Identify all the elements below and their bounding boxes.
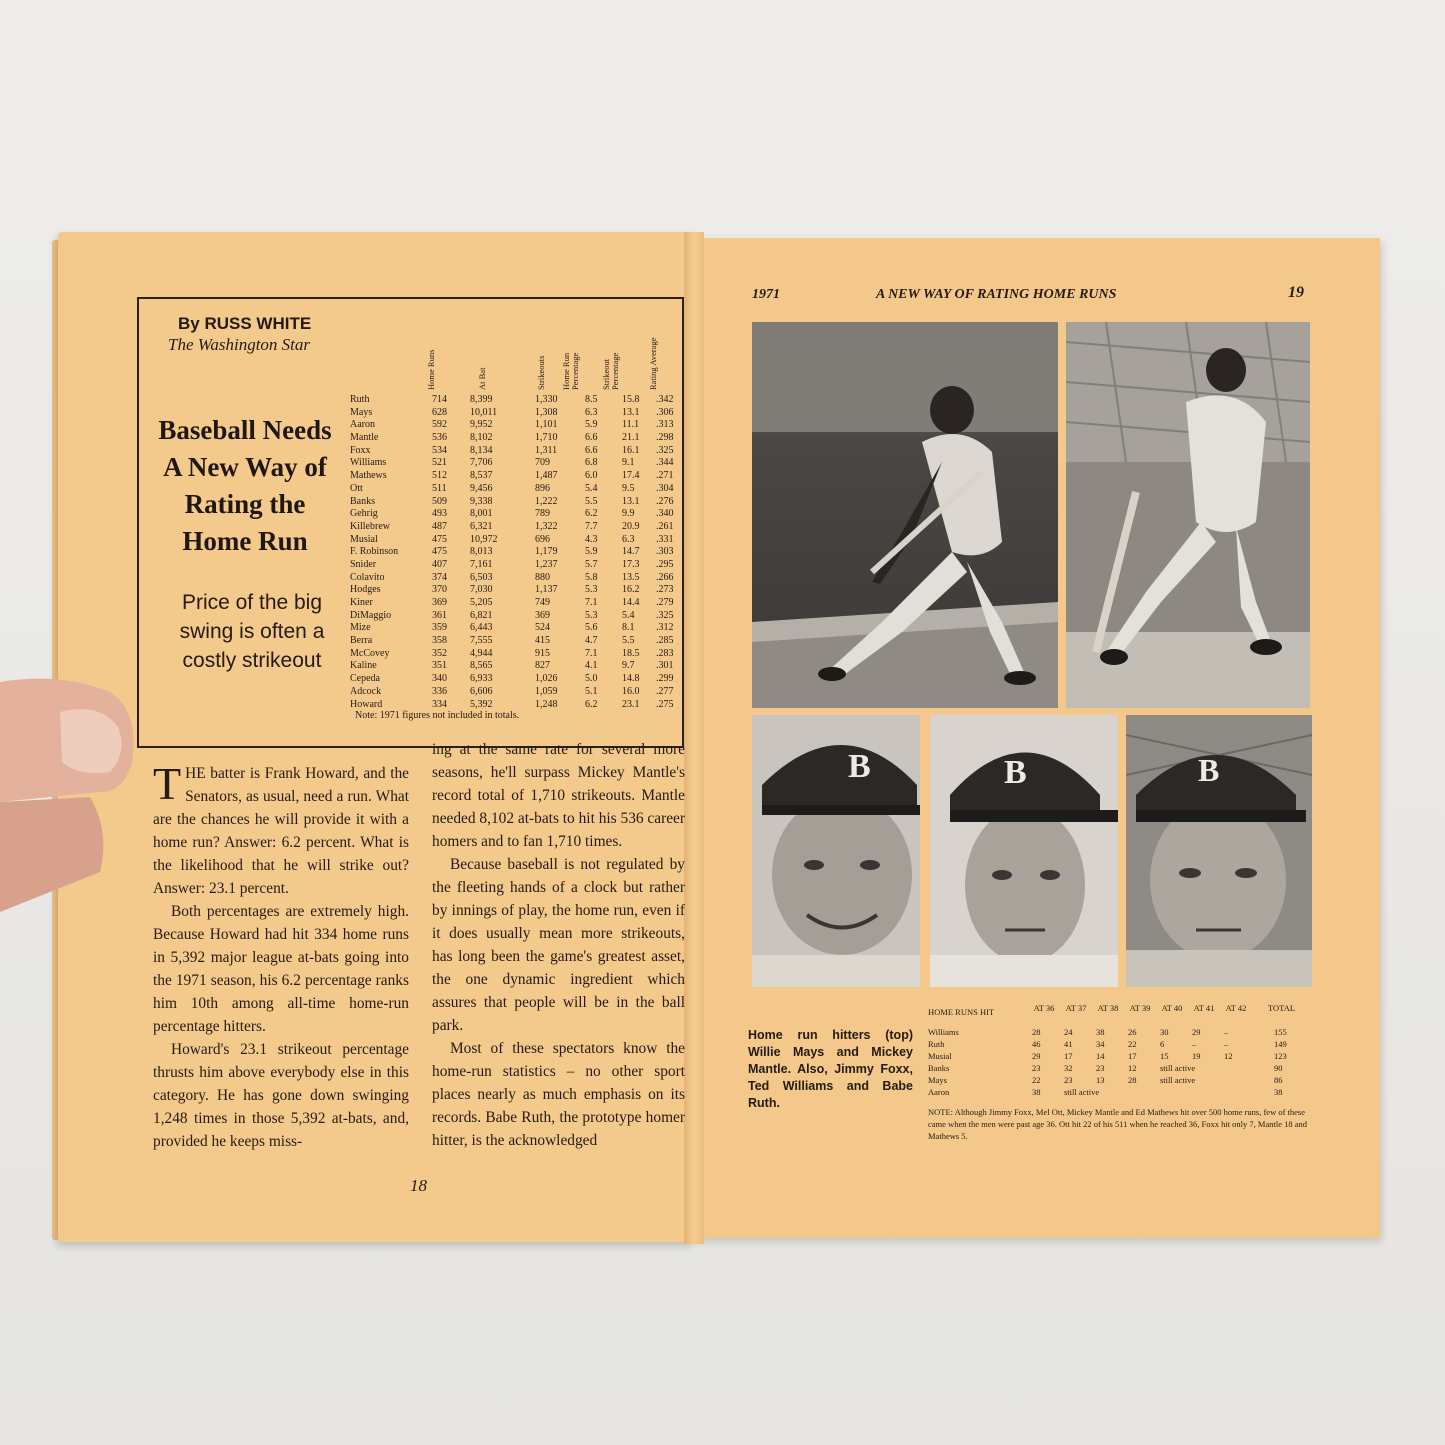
table-cell: 370 xyxy=(432,584,447,596)
table-cell: 521 xyxy=(432,457,447,469)
hr-table-cell: 12 xyxy=(1128,1063,1137,1073)
table-cell: 334 xyxy=(432,698,447,710)
hr-table-cell: 15 xyxy=(1160,1051,1169,1061)
table-cell: 5.0 xyxy=(585,673,598,685)
table-cell: 6,606 xyxy=(470,685,493,697)
hr-table-header: AT 41 xyxy=(1193,1003,1215,1013)
table-cell: 7,706 xyxy=(470,457,493,469)
headline-line: Rating the xyxy=(184,489,306,519)
table-cell: 8.1 xyxy=(622,622,635,634)
player-name: F. Robinson xyxy=(350,546,399,558)
table-cell: 5.9 xyxy=(585,419,598,431)
table-cell: 511 xyxy=(432,482,447,494)
table-cell: 16.0 xyxy=(622,685,640,697)
player-name: DiMaggio xyxy=(350,609,392,621)
stats-table xyxy=(350,394,680,711)
table-cell: 415 xyxy=(535,635,550,647)
table-cell: .295 xyxy=(656,558,674,570)
player-name: Colavito xyxy=(350,571,385,583)
table-cell: 8,134 xyxy=(470,444,493,456)
hr-table-cell: 30 xyxy=(1160,1027,1169,1037)
table-cell: 8,001 xyxy=(470,508,493,520)
hr-table-cell: 26 xyxy=(1128,1027,1137,1037)
table-cell: 10,972 xyxy=(470,533,498,545)
headline-line: Baseball Needs xyxy=(158,415,332,445)
table-cell: .304 xyxy=(656,482,674,494)
table-cell: 1,710 xyxy=(535,432,558,444)
hr-table-header: AT 38 xyxy=(1097,1003,1119,1013)
hr-table-header: AT 36 xyxy=(1033,1003,1055,1013)
table-cell: 5.4 xyxy=(622,609,635,621)
table-cell: .261 xyxy=(656,520,674,532)
hr-table-cell: 6 xyxy=(1160,1039,1165,1049)
table-cell: .283 xyxy=(656,647,674,659)
photo-portrait-ruth xyxy=(1126,715,1312,987)
table-cell: .271 xyxy=(656,470,674,482)
hr-table-cell: 38 xyxy=(1032,1087,1041,1097)
table-cell: 20.9 xyxy=(622,520,640,532)
table-row xyxy=(350,394,680,407)
hr-table-title: HOME RUNS HIT xyxy=(928,1007,995,1017)
dek-line: swing is often a xyxy=(179,620,325,643)
photo-portrait-foxx xyxy=(752,715,920,987)
table-cell: 369 xyxy=(432,597,447,608)
player-name: McCovey xyxy=(350,647,390,659)
table-cell: 17.4 xyxy=(622,470,640,482)
hr-table-cell: 34 xyxy=(1096,1039,1105,1049)
svg-text:B: B xyxy=(1004,754,1027,791)
table-cell: 4,944 xyxy=(470,647,493,659)
svg-text:B: B xyxy=(848,748,871,785)
table-cell: 359 xyxy=(432,622,447,634)
column-header: Rating Average xyxy=(648,337,658,390)
player-name: Snider xyxy=(350,558,377,570)
table-cell: 1,308 xyxy=(535,406,558,418)
photo-portrait-williams xyxy=(930,715,1118,987)
hr-table-player: Banks xyxy=(928,1063,950,1073)
headline-line: Home Run xyxy=(182,526,308,556)
hr-table-header: AT 40 xyxy=(1161,1003,1183,1013)
byline: By RUSS WHITE xyxy=(178,314,312,333)
hr-table-cell: 22 xyxy=(1128,1039,1137,1049)
table-cell: 13.5 xyxy=(622,571,640,583)
table-cell: .276 xyxy=(656,495,674,507)
player-name: Musial xyxy=(350,533,378,545)
table-cell: 509 xyxy=(432,495,447,507)
table-cell: 6,821 xyxy=(470,609,493,621)
table-cell: 5,392 xyxy=(470,698,493,710)
running-head-year: 1971 xyxy=(752,287,780,302)
column-header: At Bat xyxy=(477,367,487,390)
table-cell: 7,555 xyxy=(470,635,493,647)
hr-table-player: Mays xyxy=(928,1075,947,1085)
table-cell: 9.5 xyxy=(622,482,635,494)
hr-table-cell: 38 xyxy=(1274,1087,1283,1097)
table-footnote: NOTE: Although Jimmy Foxx, Mel Ott, Mickey Mantle and Ed Mathews hit over 500 home runs, few of these came when the men were past age 36. Ott hit 22 of his 511 when he reached 36, Foxx hit only 7, Mantle 18 and Mathews 5. xyxy=(928,1107,1308,1141)
table-cell: 1,059 xyxy=(535,685,558,697)
table-cell: 16.2 xyxy=(622,584,640,596)
player-name: Mantle xyxy=(350,432,379,444)
svg-text:B: B xyxy=(1198,752,1220,788)
hr-table-header: AT 42 xyxy=(1225,1003,1247,1013)
table-cell: 5.3 xyxy=(585,584,598,596)
table-cell: 7.1 xyxy=(585,597,598,608)
table-cell: 5.3 xyxy=(585,609,598,621)
player-name: Cepeda xyxy=(350,673,380,685)
table-cell: 5.5 xyxy=(585,495,598,507)
hr-table-cell: 19 xyxy=(1192,1051,1201,1061)
table-cell: 6.6 xyxy=(585,444,598,456)
table-cell: 18.5 xyxy=(622,647,640,659)
table-cell: 7.7 xyxy=(585,520,598,532)
table-cell: 358 xyxy=(432,635,447,647)
table-cell: 7.1 xyxy=(585,647,598,659)
table-cell: .312 xyxy=(656,622,674,634)
table-cell: 1,222 xyxy=(535,495,558,507)
table-cell: 9.1 xyxy=(622,457,635,469)
publication: The Washington Star xyxy=(168,335,311,354)
table-cell: 1,322 xyxy=(535,520,558,532)
paragraph: Howard's 23.1 strikeout percentage thrusts him above everybody else in this category. He has gone down swinging 1,248 times in those 5,392 at-bats, and, provided he keeps miss- xyxy=(153,1041,409,1150)
table-cell: 17.3 xyxy=(622,558,640,570)
hr-table-cell: still active xyxy=(1064,1087,1100,1097)
hr-table-cell: 14 xyxy=(1096,1051,1105,1061)
table-cell: 8.5 xyxy=(585,394,598,405)
table-cell: 6.8 xyxy=(585,457,598,469)
table-cell: 14.4 xyxy=(622,597,640,608)
hr-table-cell: 123 xyxy=(1274,1051,1287,1061)
hr-table-header: TOTAL xyxy=(1268,1003,1296,1013)
player-name: Mize xyxy=(350,622,371,634)
table-cell: 534 xyxy=(432,444,447,456)
hr-table-cell: 13 xyxy=(1096,1075,1105,1085)
table-cell: 475 xyxy=(432,533,447,545)
table-cell: 15.8 xyxy=(622,394,640,405)
table-row xyxy=(350,457,680,470)
table-cell: 709 xyxy=(535,457,550,469)
hr-table-cell: 155 xyxy=(1274,1027,1287,1037)
hand-holding-book xyxy=(0,672,140,912)
table-cell: .306 xyxy=(656,406,674,418)
table-cell: 23.1 xyxy=(622,698,640,710)
hr-table-cell: 17 xyxy=(1064,1051,1073,1061)
table-cell: 6.3 xyxy=(622,533,635,545)
table-cell: 6.2 xyxy=(585,698,598,710)
column-header: Home Run Percentage xyxy=(561,352,580,390)
photo-batter-mays xyxy=(752,322,1058,708)
table-cell: 5,205 xyxy=(470,597,493,608)
table-cell: 369 xyxy=(535,609,550,621)
table-cell: 7,030 xyxy=(470,584,493,596)
table-cell: .331 xyxy=(656,533,674,545)
player-name: Killebrew xyxy=(350,520,390,532)
table-row xyxy=(350,622,680,635)
column-header: Strikeout Percentage xyxy=(601,352,620,390)
dek-line: costly strikeout xyxy=(182,649,322,672)
table-cell: 8,565 xyxy=(470,660,493,672)
table-row xyxy=(350,597,680,610)
table-row xyxy=(350,584,680,597)
article-column-1 xyxy=(153,758,409,1153)
drop-cap: T xyxy=(153,758,182,809)
paragraph: ing at the same rate for several more seasons, he'll surpass Mickey Mantle's record total of 1,710 strikeouts. Mantle needed 8,102 at-bats to hit his 536 career homers and to fan 1,710 times. xyxy=(432,741,686,850)
table-cell: 714 xyxy=(432,394,447,405)
hr-table-cell: 38 xyxy=(1096,1027,1105,1037)
hr-table-cell: – xyxy=(1192,1039,1197,1049)
table-row xyxy=(350,483,680,496)
table-cell: 1,137 xyxy=(535,584,558,596)
hr-table-cell: 17 xyxy=(1128,1051,1137,1061)
hr-table-player: Musial xyxy=(928,1051,952,1061)
table-row xyxy=(350,521,680,534)
dek-line: Price of the big xyxy=(181,591,323,614)
table-note: Note: 1971 figures not included in totals. xyxy=(355,710,520,721)
hr-table-cell: 23 xyxy=(1032,1063,1041,1073)
table-cell: 1,248 xyxy=(535,698,558,710)
table-cell: 361 xyxy=(432,609,447,621)
hr-table-header: AT 39 xyxy=(1129,1003,1151,1013)
table-cell: 512 xyxy=(432,470,447,482)
table-cell: 9.9 xyxy=(622,508,635,520)
table-cell: 9.7 xyxy=(622,660,635,672)
table-cell: 827 xyxy=(535,660,550,672)
table-cell: 592 xyxy=(432,419,447,431)
table-cell: 13.1 xyxy=(622,406,640,418)
player-name: Berra xyxy=(350,635,373,647)
table-cell: 351 xyxy=(432,660,447,672)
table-cell: .325 xyxy=(656,609,674,621)
table-cell: .266 xyxy=(656,571,674,583)
table-cell: 407 xyxy=(432,558,447,570)
player-name: Gehrig xyxy=(350,508,378,520)
table-row xyxy=(350,610,680,623)
player-name: Howard xyxy=(350,698,383,710)
table-cell: 696 xyxy=(535,533,550,545)
photo-batter-mantle xyxy=(1066,322,1310,708)
hr-table-cell: 28 xyxy=(1128,1075,1137,1085)
table-cell: 628 xyxy=(432,406,447,418)
player-name: Hodges xyxy=(350,584,381,596)
table-cell: 896 xyxy=(535,482,550,494)
table-cell: .277 xyxy=(656,685,674,697)
table-cell: .342 xyxy=(656,394,674,405)
paragraph: THE batter is Frank Howard, and the Senators, as usual, need a run. What are the chances he will provide it with a home run? Answer: 6.2 percent. What is the likelihood that he will strike out? Answer: 23.1 percent. xyxy=(153,758,409,897)
table-cell: .344 xyxy=(656,457,674,469)
table-cell: 1,237 xyxy=(535,558,558,570)
table-cell: .299 xyxy=(656,673,674,685)
table-row xyxy=(350,673,680,686)
hr-table-cell: – xyxy=(1224,1027,1229,1037)
table-cell: 6,933 xyxy=(470,673,493,685)
paragraph: Both percentages are extremely high. Because Howard had hit 334 home runs in 5,392 major league at-bats going into the 1971 season, his 6.2 percentage ranks him 10th among all-time home-run percentage hitters. xyxy=(153,903,409,1035)
table-cell: 5.6 xyxy=(585,622,598,634)
hr-table-player: Aaron xyxy=(928,1087,950,1097)
table-cell: 1,026 xyxy=(535,673,558,685)
hr-table-cell: 86 xyxy=(1274,1075,1283,1085)
paragraph: Because baseball is not regulated by the fleeting hands of a clock but rather by innings of play, the home run, even if it does usually mean more strikeouts, has long been the game's greatest asset, the one dynamic ingredient which assures that people will be in the ball park. xyxy=(432,856,685,1034)
table-cell: 6.6 xyxy=(585,432,598,444)
table-cell: 8,013 xyxy=(470,546,493,558)
table-cell: 6.0 xyxy=(585,470,598,482)
table-cell: 10,011 xyxy=(470,406,498,418)
player-name: Adcock xyxy=(350,685,382,697)
table-cell: .298 xyxy=(656,432,674,444)
table-cell: 524 xyxy=(535,622,550,634)
table-cell: 9,338 xyxy=(470,495,493,507)
table-cell: 14.7 xyxy=(622,546,640,558)
table-cell: 4.3 xyxy=(585,533,598,545)
hr-table-cell: 12 xyxy=(1224,1051,1233,1061)
table-cell: 915 xyxy=(535,647,550,659)
table-cell: .301 xyxy=(656,660,674,672)
table-row xyxy=(350,546,680,559)
table-cell: .275 xyxy=(656,698,674,710)
table-row xyxy=(350,534,680,547)
table-row xyxy=(350,508,680,521)
table-cell: .325 xyxy=(656,444,674,456)
player-name: Williams xyxy=(350,457,387,469)
table-cell: 1,330 xyxy=(535,394,558,405)
column-header: Strikeouts xyxy=(536,355,546,390)
hr-table-cell: 23 xyxy=(1064,1075,1073,1085)
table-cell: 5.1 xyxy=(585,685,598,697)
hr-table-cell: 23 xyxy=(1096,1063,1105,1073)
table-cell: 6.3 xyxy=(585,406,598,418)
table-row xyxy=(350,445,680,458)
table-cell: .313 xyxy=(656,419,674,431)
table-cell: .273 xyxy=(656,584,674,596)
player-name: Kaline xyxy=(350,660,377,672)
player-name: Banks xyxy=(350,495,375,507)
hr-table-cell: 41 xyxy=(1064,1039,1073,1049)
table-row xyxy=(350,496,680,509)
table-cell: 749 xyxy=(535,597,550,608)
table-cell: 9,952 xyxy=(470,419,493,431)
table-cell: 374 xyxy=(432,571,447,583)
table-cell: 4.1 xyxy=(585,660,598,672)
table-cell: 352 xyxy=(432,647,447,659)
hr-table-header: AT 37 xyxy=(1065,1003,1087,1013)
headline xyxy=(150,412,340,560)
table-cell: 11.1 xyxy=(622,419,640,431)
table-cell: .340 xyxy=(656,508,674,520)
running-head-title: A NEW WAY OF RATING HOME RUNS xyxy=(876,287,1117,302)
hr-table-cell: still active xyxy=(1160,1063,1196,1073)
table-cell: 6,443 xyxy=(470,622,493,634)
hr-table-cell: – xyxy=(1224,1039,1229,1049)
table-cell: 5.9 xyxy=(585,546,598,558)
player-name: Mays xyxy=(350,406,373,418)
table-cell: 1,179 xyxy=(535,546,558,558)
table-cell: 1,101 xyxy=(535,419,558,431)
player-name: Ott xyxy=(350,482,363,494)
table-cell: 9,456 xyxy=(470,482,493,494)
table-row xyxy=(350,635,680,648)
table-cell: 8,399 xyxy=(470,394,493,405)
table-cell: 6.2 xyxy=(585,508,598,520)
hr-table-cell: 90 xyxy=(1274,1063,1283,1073)
table-cell: .279 xyxy=(656,597,674,608)
paragraph: Most of these spectators know the home-run statistics – no other sport places nearly as much emphasis on its records. Babe Ruth, the prototype homer hitter, is the acknowledged xyxy=(432,1040,685,1149)
table-cell: 336 xyxy=(432,685,447,697)
table-cell: 14.8 xyxy=(622,673,640,685)
table-cell: 5.8 xyxy=(585,571,598,583)
table-cell: 8,537 xyxy=(470,470,493,482)
table-cell: .285 xyxy=(656,635,674,647)
player-name: Mathews xyxy=(350,470,387,482)
table-row xyxy=(350,686,680,699)
hr-table-cell: 46 xyxy=(1032,1039,1041,1049)
table-cell: 1,311 xyxy=(535,444,558,456)
table-cell: 5.7 xyxy=(585,558,598,570)
table-row xyxy=(350,407,680,420)
hr-table-cell: 29 xyxy=(1192,1027,1201,1037)
table-cell: 21.1 xyxy=(622,432,640,444)
table-cell: 493 xyxy=(432,508,447,520)
table-row xyxy=(350,559,680,572)
headline-line: A New Way of xyxy=(163,452,327,482)
hr-table-cell: still active xyxy=(1160,1075,1196,1085)
player-name: Kiner xyxy=(350,597,373,608)
table-cell: 16.1 xyxy=(622,444,640,456)
table-cell: 13.1 xyxy=(622,495,640,507)
hr-table-cell: 28 xyxy=(1032,1027,1041,1037)
table-cell: 6,321 xyxy=(470,520,493,532)
table-cell: 880 xyxy=(535,571,550,583)
table-cell: 475 xyxy=(432,546,447,558)
table-cell: 4.7 xyxy=(585,635,598,647)
table-cell: .303 xyxy=(656,546,674,558)
table-row xyxy=(350,470,680,483)
table-row xyxy=(350,432,680,445)
table-cell: 6,503 xyxy=(470,571,493,583)
table-row xyxy=(350,419,680,432)
table-cell: 487 xyxy=(432,520,447,532)
table-cell: 1,487 xyxy=(535,470,558,482)
subheadline xyxy=(172,588,332,675)
page-number-right: 19 xyxy=(1288,284,1304,301)
table-cell: 7,161 xyxy=(470,558,493,570)
player-name: Ruth xyxy=(350,394,370,405)
table-row xyxy=(350,572,680,585)
hr-table-cell: 149 xyxy=(1274,1039,1287,1049)
table-row xyxy=(350,660,680,673)
hr-table-player: Ruth xyxy=(928,1039,945,1049)
book-gutter xyxy=(684,232,704,1244)
table-cell: 536 xyxy=(432,432,447,444)
table-cell: 5.5 xyxy=(622,635,635,647)
hr-table-cell: 32 xyxy=(1064,1063,1073,1073)
table-cell: 789 xyxy=(535,508,550,520)
page-number-left: 18 xyxy=(410,1176,427,1195)
column-header: Home Runs xyxy=(426,349,436,390)
hr-table-cell: 22 xyxy=(1032,1075,1041,1085)
hr-table-cell: 24 xyxy=(1064,1027,1073,1037)
table-cell: 340 xyxy=(432,673,447,685)
hr-table-cell: 29 xyxy=(1032,1051,1041,1061)
player-name: Foxx xyxy=(350,444,371,456)
hr-table-player: Williams xyxy=(928,1027,959,1037)
table-row xyxy=(350,648,680,661)
table-cell: 5.4 xyxy=(585,482,598,494)
table-cell: 8,102 xyxy=(470,432,493,444)
player-name: Aaron xyxy=(350,419,375,431)
photo-caption: Home run hitters (top) Willie Mays and Mickey Mantle. Also, Jimmy Foxx, Ted Williams and Babe Ruth. xyxy=(748,1028,913,1110)
article-column-2 xyxy=(432,738,685,1152)
